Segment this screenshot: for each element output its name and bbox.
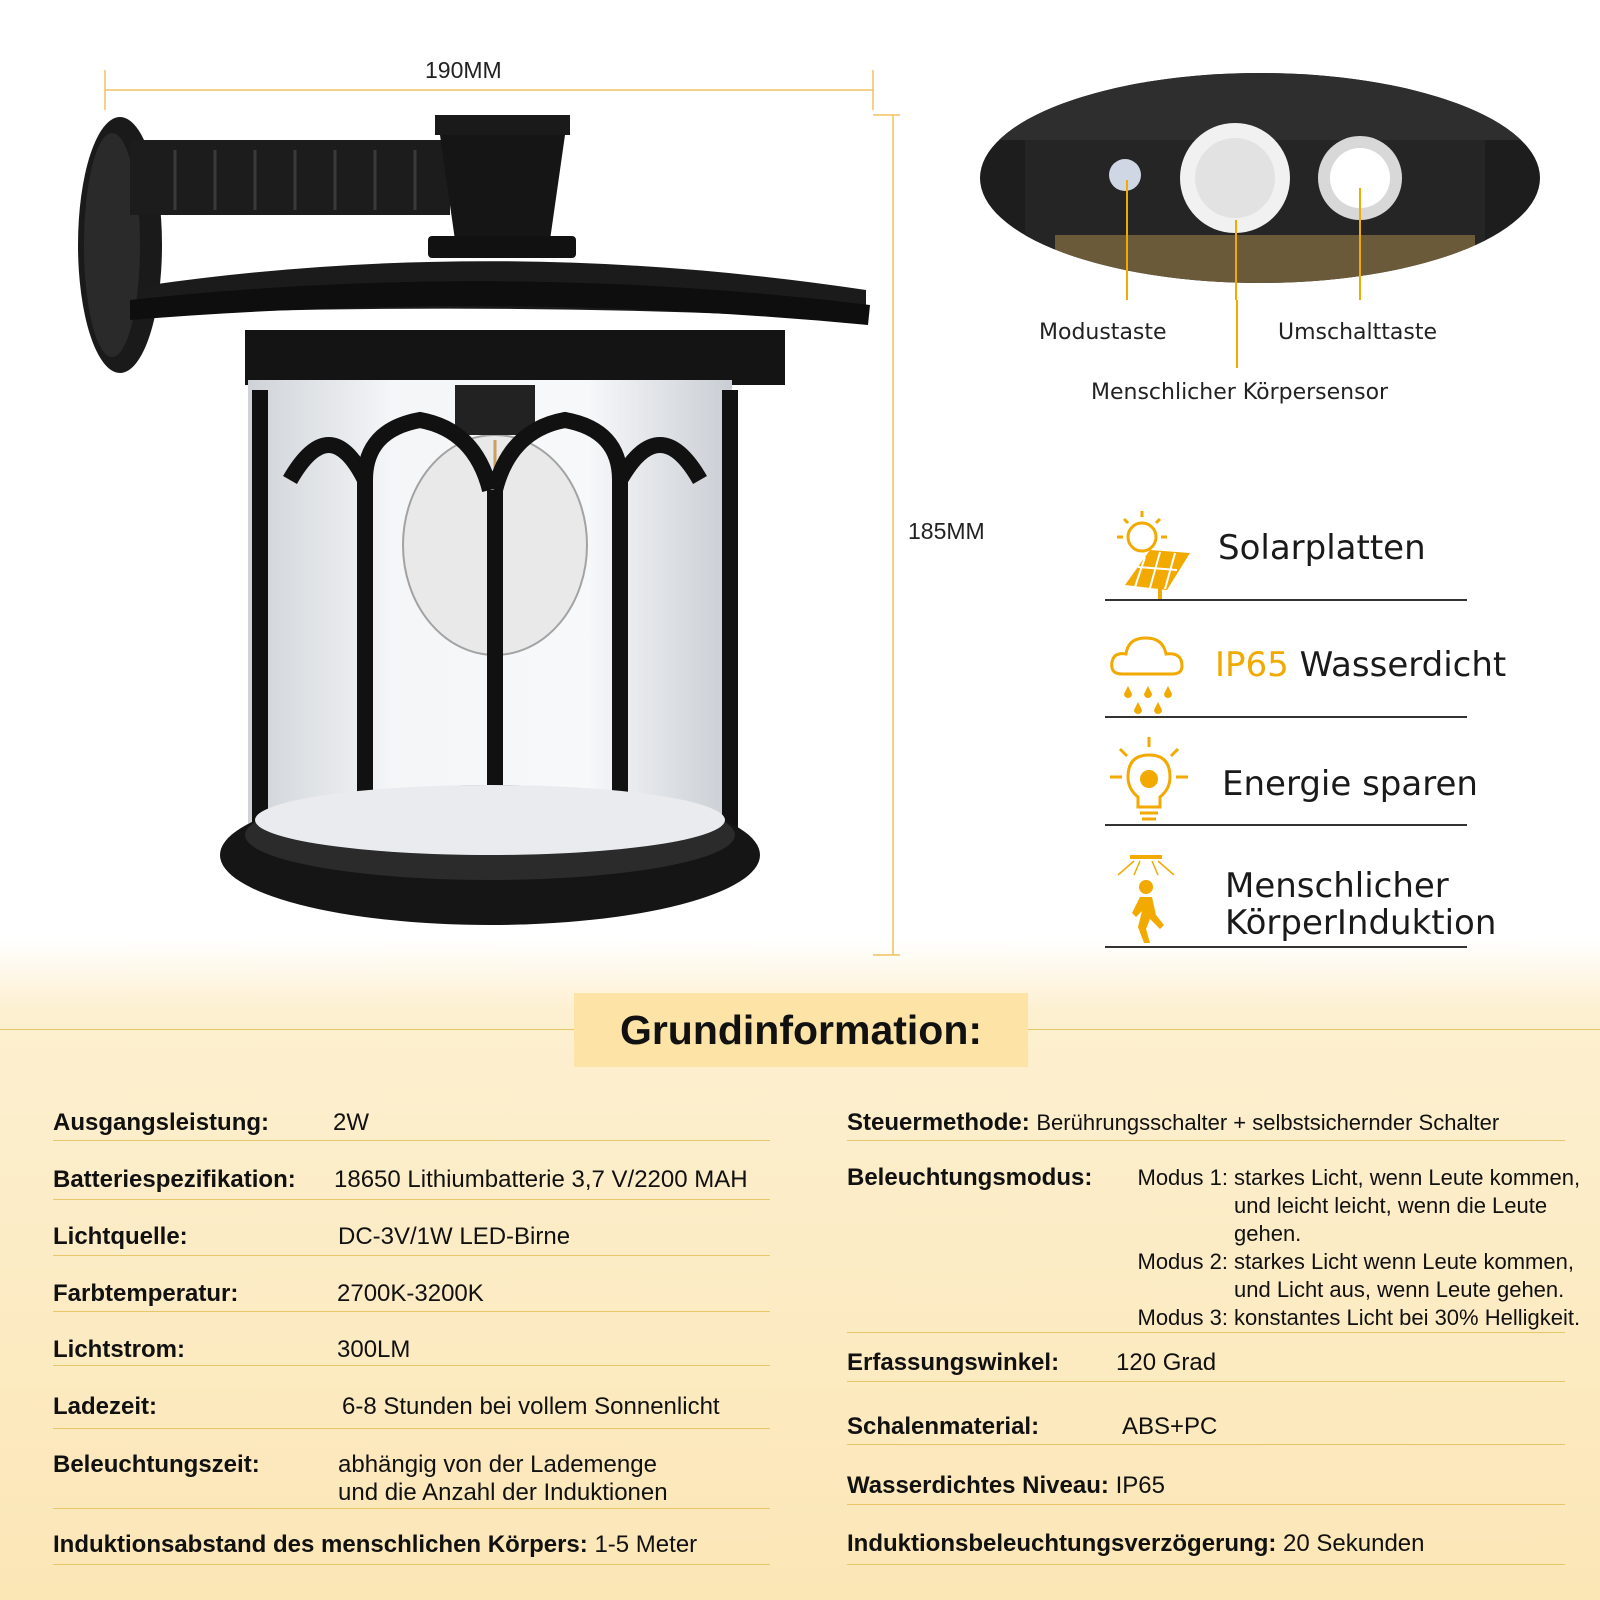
switch-button-label: Umschalttaste	[1278, 320, 1437, 345]
lighting-mode-2: Modus 2: starkes Licht wenn Leute kommen, und Licht aus, wenn Leute gehen.	[1137, 1249, 1574, 1302]
body-sensor-label: Menschlicher Körpersensor	[1091, 380, 1389, 405]
spec-charge-time-key: Ladezeit:	[53, 1393, 158, 1420]
spec-angle-key: Erfassungswinkel:	[847, 1349, 1060, 1376]
spec-light-source-value: DC-3V/1W LED-Birne	[338, 1223, 571, 1250]
feature-energy-title: Energie sparen	[1222, 764, 1478, 804]
spec-divider	[53, 1365, 770, 1366]
spec-material-value: ABS+PC	[1122, 1413, 1218, 1440]
feature-solar-title: Solarplatten	[1218, 528, 1426, 568]
spec-charge-time-value: 6-8 Stunden bei vollem Sonnenlicht	[342, 1393, 720, 1420]
width-dimension-label: 190MM	[425, 57, 502, 83]
spec-lumen-key: Lichtstrom:	[53, 1336, 185, 1363]
sensor-closeup-image	[975, 70, 1545, 300]
feature-divider	[1105, 599, 1467, 601]
spec-divider	[847, 1564, 1565, 1565]
spec-control: Steuermethode: Berührungsschalter + selbstsichernder Schalter	[847, 1109, 1500, 1136]
spec-material-key: Schalenmaterial:	[847, 1413, 1040, 1440]
spec-angle-value: 120 Grad	[1116, 1349, 1217, 1376]
spec-color-temp-value: 2700K-3200K	[337, 1280, 484, 1307]
spec-divider	[53, 1564, 770, 1565]
feature-divider	[1105, 824, 1467, 826]
spec-light-time-value-line1: abhängig von der Lademenge	[338, 1451, 657, 1478]
mode-button-label: Modustaste	[1039, 320, 1167, 345]
spec-color-temp-key: Farbtemperatur:	[53, 1280, 239, 1307]
spec-waterproof-level: Wasserdichtes Niveau: IP65	[847, 1472, 1165, 1499]
spec-divider	[847, 1444, 1565, 1445]
spec-induction-delay: Induktionsbeleuchtungsverzögerung: 20 Sekunden	[847, 1530, 1425, 1557]
motion-person-icon	[1110, 853, 1182, 945]
spec-divider	[847, 1332, 1565, 1333]
height-dimension-label: 185MM	[908, 518, 985, 544]
spec-divider	[847, 1381, 1565, 1382]
spec-light-time-value-line2: und die Anzahl der Induktionen	[338, 1479, 668, 1506]
spec-induction-distance: Induktionsabstand des menschlichen Körpers: 1-5 Meter	[53, 1531, 698, 1558]
spec-output-value: 2W	[333, 1109, 369, 1136]
spec-output-key: Ausgangsleistung:	[53, 1109, 270, 1136]
spec-lighting-mode-key: Beleuchtungsmodus:	[847, 1164, 1093, 1191]
spec-divider	[53, 1255, 770, 1256]
ip65-highlight: IP65	[1215, 645, 1289, 685]
lighting-mode-3: Modus 3: konstantes Licht bei 30% Helligkeit.	[1137, 1305, 1581, 1330]
feature-waterproof-title	[1215, 645, 1506, 685]
spec-lumen-value: 300LM	[337, 1336, 411, 1363]
spec-divider	[53, 1428, 770, 1429]
spec-battery-key: Batteriespezifikation:	[53, 1166, 296, 1193]
spec-divider	[53, 1311, 770, 1312]
lighting-modes-list	[1128, 1164, 1584, 1332]
spec-divider	[53, 1199, 770, 1200]
spec-battery-value: 18650 Lithiumbatterie 3,7 V/2200 MAH	[334, 1166, 748, 1193]
lighting-mode-1: Modus 1: starkes Licht, wenn Leute kommen, und leicht leicht, wenn die Leute gehen.	[1137, 1165, 1581, 1246]
lamp-product-image	[0, 0, 900, 960]
spec-light-source-key: Lichtquelle:	[53, 1223, 188, 1250]
eco-bulb-icon	[1108, 735, 1190, 825]
feature-motion-title-line1: Menschlicher	[1225, 866, 1449, 906]
feature-divider	[1105, 716, 1467, 718]
feature-divider	[1105, 946, 1467, 948]
spec-divider	[53, 1140, 770, 1141]
spec-divider	[847, 1504, 1565, 1505]
spec-divider	[53, 1508, 770, 1509]
sensor-pointer-line	[1236, 300, 1238, 368]
solar-panel-icon	[1105, 505, 1195, 600]
feature-motion-title-line2: KörperInduktion	[1225, 903, 1497, 943]
spec-light-time-key: Beleuchtungszeit:	[53, 1451, 260, 1478]
rain-cloud-icon	[1108, 628, 1188, 718]
waterproof-text: Wasserdicht	[1299, 645, 1507, 685]
section-title: Grundinformation:	[574, 993, 1028, 1067]
spec-divider	[847, 1140, 1565, 1141]
